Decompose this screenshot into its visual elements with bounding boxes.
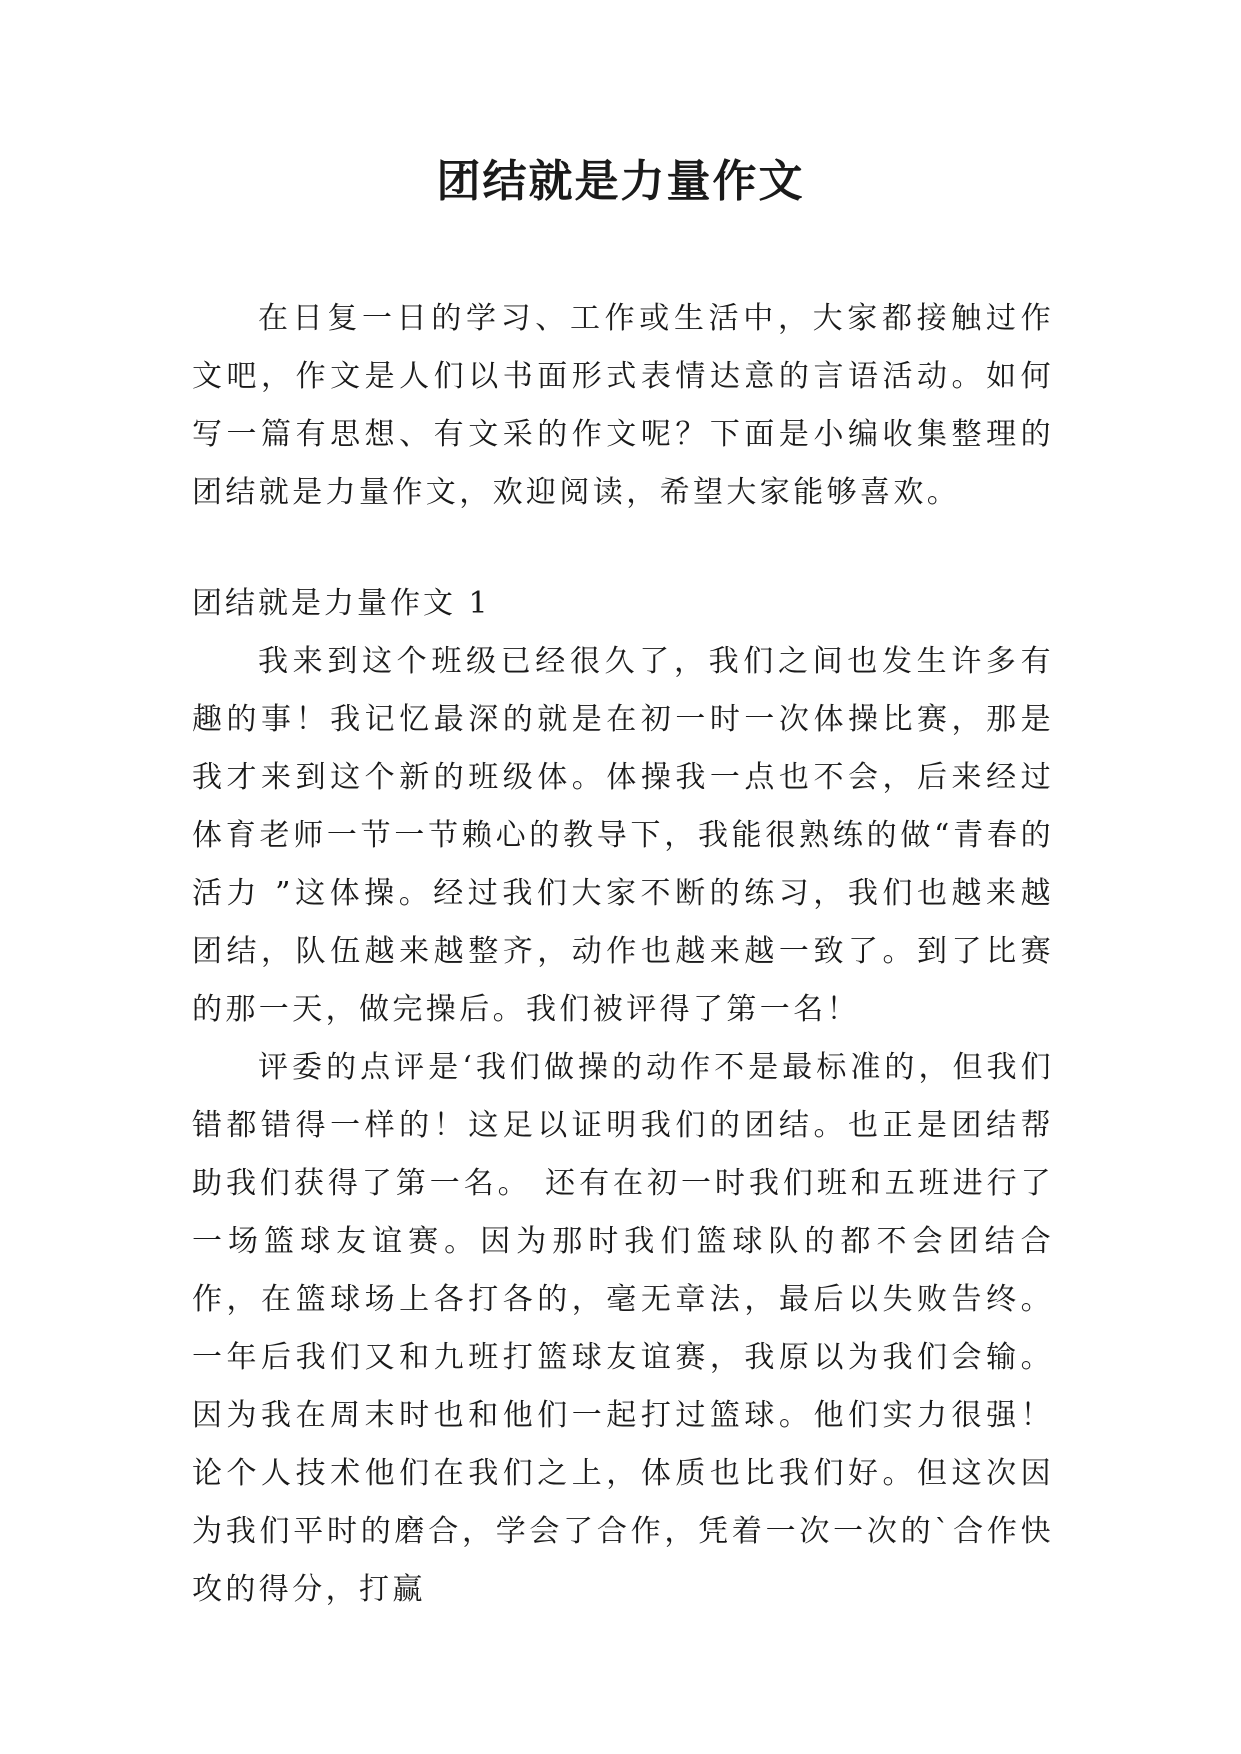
essay-body [192, 633, 1054, 1619]
section-heading: 团结就是力量作文 1 [192, 586, 491, 621]
intro-block [192, 290, 1054, 522]
essay-paragraph: 评委的点评是‘我们做操的动作不是最标准的，但我们错都错得一样的！这足以证明我们的团结。也正是团结帮助我们获得了第一名。 还有在初一时我们班和五班进行了一场篮球友谊赛。因为那时我们篮球队的都不会团结合作，在篮球场上各打各的，毫无章法，最后以失败告终。一年后我们又和九班打篮球友谊赛，我原以为我们会输。因为我在周末时也和他们一起打过篮球。他们实力很强！论个人技术他们在我们之上，体质也比我们好。但这次因为我们平时的磨合，学会了合作，凭着一次一次的`合作快攻的得分，打赢 [192, 1050, 1054, 1607]
intro-paragraph: 在日复一日的学习、工作或生活中，大家都接触过作文吧，作文是人们以书面形式表情达意的言语活动。如何写一篇有思想、有文采的作文呢？下面是小编收集整理的团结就是力量作文，欢迎阅读，希望大家能够喜欢。 [192, 301, 1054, 510]
document-title: 团结就是力量作文 [436, 156, 805, 207]
essay-paragraph: 我来到这个班级已经很久了，我们之间也发生许多有趣的事！我记忆最深的就是在初一时一次体操比赛，那是我才来到这个新的班级体。体操我一点也不会，后来经过体育老师一节一节赖心的教导下，我能很熟练的做“青春的活力 ”这体操。经过我们大家不断的练习，我们也越来越团结，队伍越来越整齐，动作也越来越一致了。到了比赛的那一天，做完操后。我们被评得了第一名！ [192, 644, 1054, 1027]
